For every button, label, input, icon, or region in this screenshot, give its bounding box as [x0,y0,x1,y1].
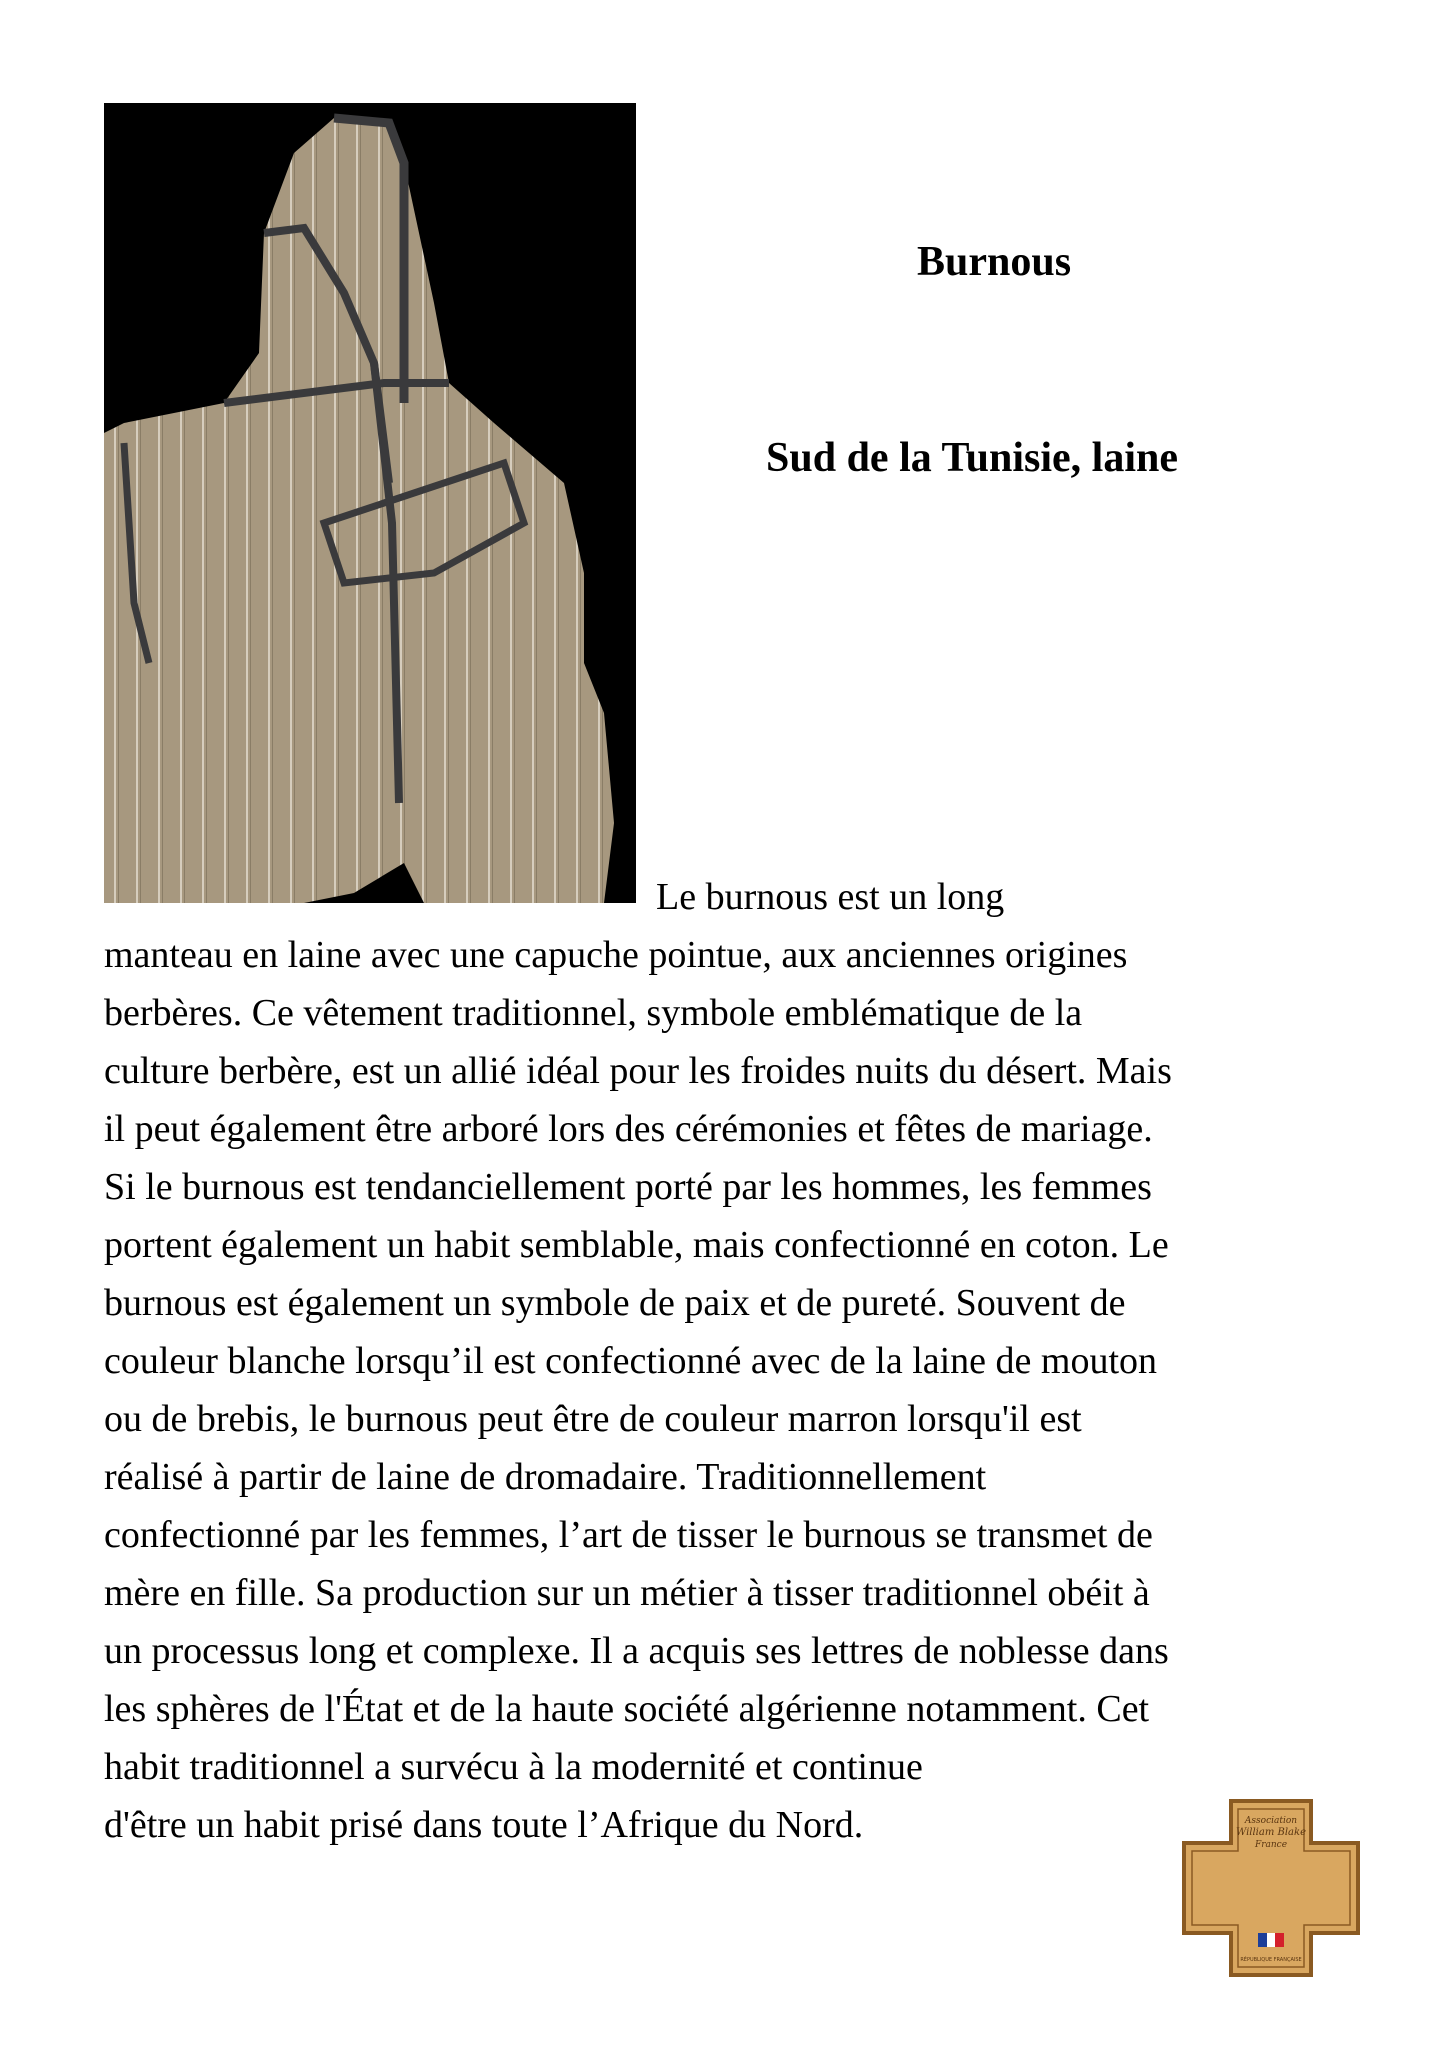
stamp-footer: RÉPUBLIQUE FRANÇAISE [1240,1957,1302,1963]
paragraph-line: réalisé à partir de laine de dromadaire. Traditionnellement [104,1456,987,1498]
paragraph-line: il peut également être arboré lors des cérémonies et fêtes de mariage. [104,1108,1153,1150]
paragraph-line: berbères. Ce vêtement traditionnel, symbole emblématique de la [104,992,1083,1034]
description-paragraph [104,868,1344,1854]
document-subtitle: Sud de la Tunisie, laine [766,435,1179,481]
paragraph-line: habit traditionnel a survécu à la modernité et continue [104,1746,923,1788]
stamp-line: William Blake [1235,1827,1307,1838]
paragraph-line: un processus long et complexe. Il a acquis ses lettres de noblesse dans [104,1630,1169,1672]
paragraph-line: mère en fille. Sa production sur un métier à tisser traditionnel obéit à [104,1572,1150,1614]
paragraph-line: manteau en laine avec une capuche pointue, aux anciennes origines [104,934,1128,976]
paragraph-line: confectionné par les femmes, l’art de tisser le burnous se transmet de [104,1514,1153,1556]
paragraph-line: d'être un habit prisé dans toute l’Afrique du Nord. [104,1804,864,1846]
paragraph-line: culture berbère, est un allié idéal pour les froides nuits du désert. Mais [104,1050,1172,1092]
paragraph-line: Si le burnous est tendanciellement porté par les hommes, les femmes [104,1166,1152,1208]
garment-photo [104,103,636,903]
paragraph-line: Le burnous est un long [656,876,1005,918]
paragraph-line: burnous est également un symbole de paix et de pureté. Souvent de [104,1282,1126,1324]
document-title: Burnous [917,239,1072,285]
paragraph-line: couleur blanche lorsqu’il est confectionné avec de la laine de mouton [104,1340,1158,1382]
association-stamp [1176,1793,1366,1983]
paragraph-line: ou de brebis, le burnous peut être de couleur marron lorsqu'il est [104,1398,1082,1440]
paragraph-line: portent également un habit semblable, mais confectionné en coton. Le [104,1224,1169,1266]
stamp-line: Association [1244,1816,1298,1826]
paragraph-line: les sphères de l'État et de la haute société algérienne notamment. Cet [104,1688,1150,1730]
stamp-line: France [1254,1840,1288,1850]
